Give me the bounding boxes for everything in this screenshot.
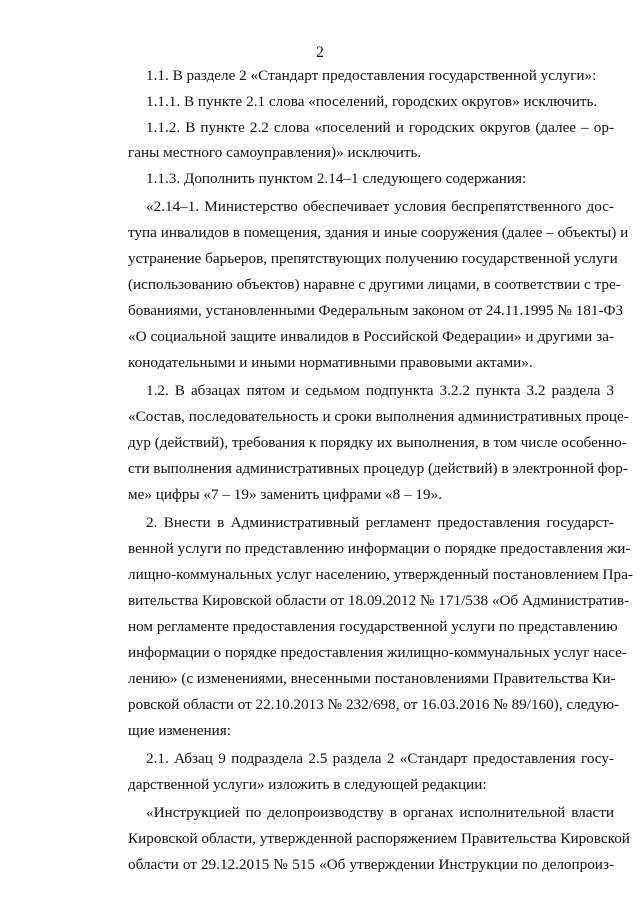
text-line: тупа инвалидов в помещения, здания и иные сооружения (далее – объекты) и [128, 224, 629, 241]
text-line: «Состав, последовательность и сроки выполнения административных проце- [128, 408, 629, 425]
text-line: информации о порядке предоставления жилищно-коммунальных услуг насе- [128, 644, 627, 661]
text-line: лению» (с изменениями, внесенными постановлениями Правительства Ки- [128, 670, 616, 687]
text-line: ном регламенте предоставления государственной услуги по представлению [128, 618, 618, 635]
text-line: конодательными и иными нормативными правовыми актами». [128, 354, 533, 371]
text-line: сти выполнения административных процедур (действий) в электронной фор- [128, 460, 628, 477]
text-line: ганы местного самоуправления)» исключить. [128, 144, 422, 161]
text-line: лищно-коммунальных услуг населению, утвержденный постановлением Пра- [128, 566, 633, 583]
text-line: (использованию объектов) наравне с другими лицами, в соответствии с тре- [128, 276, 621, 293]
text-line: «Инструкцией по делопроизводству в органах исполнительной власти [146, 804, 614, 821]
text-line: дарственной услуги» изложить в следующей редакции: [128, 776, 487, 793]
text-line: «О социальной защите инвалидов в Российской Федерации» и другими за- [128, 328, 614, 345]
text-line: устранение барьеров, препятствующих получению государственной услуги [128, 250, 618, 267]
text-line: щие изменения: [128, 722, 231, 739]
text-line: ровской области от 22.10.2013 № 232/698, от 16.03.2016 № 89/160), следую- [128, 696, 620, 713]
text-line: 2.1. Абзац 9 подраздела 2.5 раздела 2 «Стандарт предоставления госу- [146, 750, 614, 767]
page-number: 2 [316, 44, 324, 61]
text-line: 1.1. В разделе 2 «Стандарт предоставления государственной услуги»: [146, 67, 597, 84]
text-line: области от 29.12.2015 № 515 «Об утверждении Инструкции по делопроиз- [128, 856, 614, 873]
text-line: Кировской области, утвержденной распоряжением Правительства Кировской [128, 830, 630, 847]
text-line: венной услуги по представлению информации о порядке предоставления жи- [128, 540, 631, 557]
text-line: 2. Внести в Административный регламент предоставления государст- [146, 514, 614, 531]
text-line: ме» цифры «7 – 19» заменить цифрами «8 – 19». [128, 486, 443, 503]
text-line: 1.1.3. Дополнить пунктом 2.14–1 следующего содержания: [146, 170, 527, 187]
text-line: дур (действий), требования к порядку их выполнения, в том числе особенно- [128, 434, 627, 451]
text-line: 1.1.2. В пункте 2.2 слова «поселений и городских округов (далее – ор- [146, 119, 614, 136]
text-line: «2.14–1. Министерство обеспечивает условия беспрепятственного дос- [146, 198, 614, 215]
text-line: вительства Кировской области от 18.09.2012 № 171/538 «Об Административ- [128, 592, 630, 609]
text-line: бованиями, установленными Федеральным законом от 24.11.1995 № 181-ФЗ [128, 302, 624, 319]
text-line: 1.1.1. В пункте 2.1 слова «поселений, городских округов» исключить. [146, 93, 598, 110]
text-line: 1.2. В абзацах пятом и седьмом подпункта 3.2.2 пункта 3.2 раздела 3 [146, 382, 614, 399]
